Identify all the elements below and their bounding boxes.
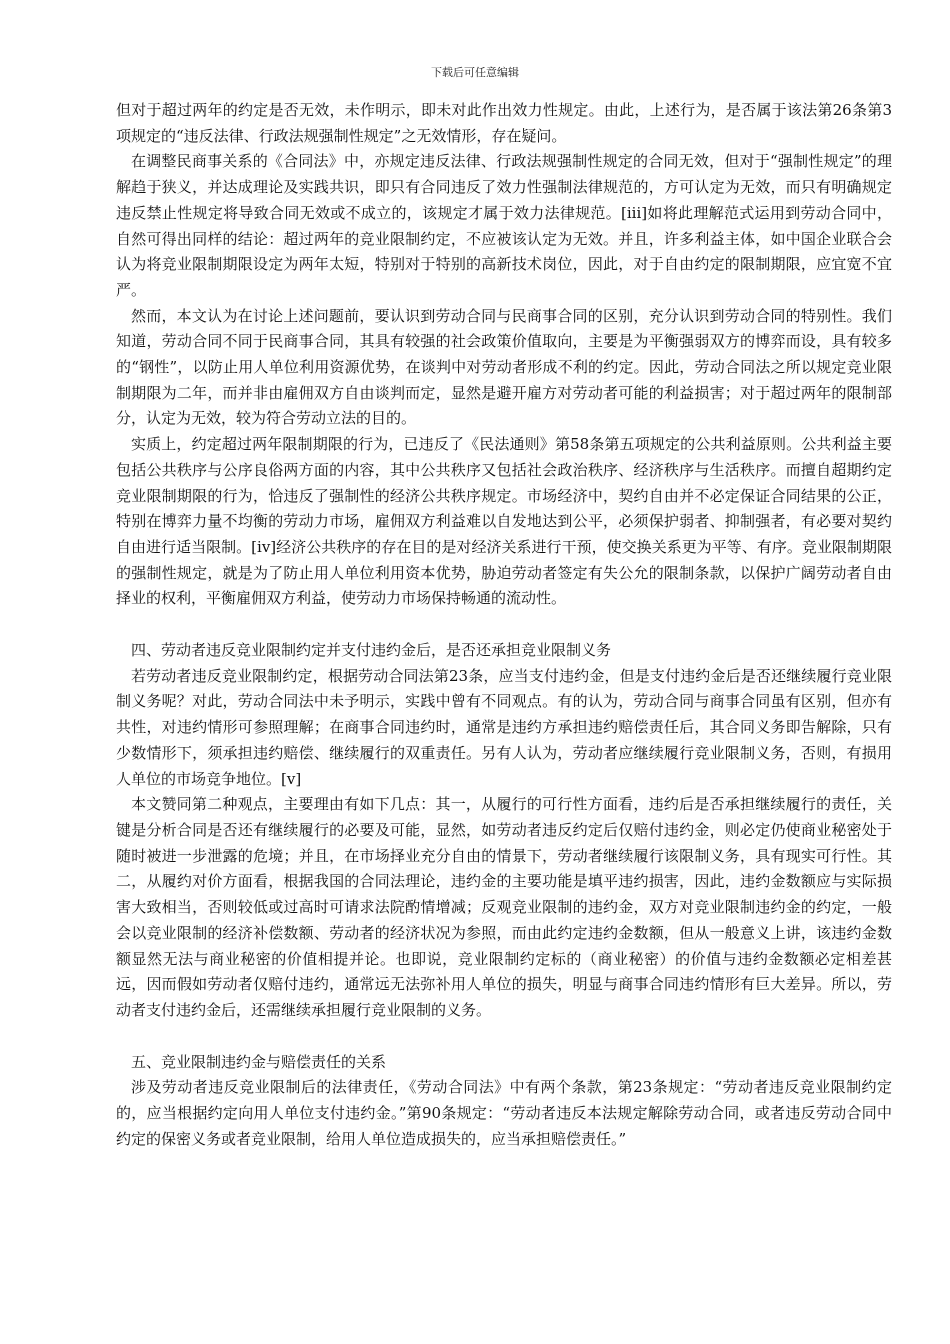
paragraph-6: 本文赞同第二种观点，主要理由有如下几点：其一，从履行的可行性方面看，违约后是否承担继续履行的责任，关键是分析合同是否还有继续履行的必要及可能，显然，如劳动者违反约定后仅赔付违约金，则必定仍使商业秘密处于随时被进一步泄露的危境；并且，在市场择业充分自由的情景下，劳动者继续履行该限制义务，具有现实可行性。其二，从履约对价方面看，根据我国的合同法理论，违约金的主要功能是填平违约损害，因此，违约金数额应与实际损害大致相当，否则较低或过高时可请求法院酌情增减；反观竞业限制的违约金，双方对竞业限制违约金的约定，一般会以竞业限制的经济补偿数额、劳动者的经济状况为参照，而由此约定违约金数额，但从一般意义上讲，该违约金数额显然无法与商业秘密的价值相提并论。也即说，竞业限制约定标的（商业秘密）的价值与违约金数额必定相差甚远，因而假如劳动者仅赔付违约，通常远无法弥补用人单位的损失，明显与商事合同违约情形有巨大差异。所以，劳动者支付违约金后，还需继续承担履行竞业限制的义务。 <box>116 795 892 1019</box>
paragraph-5: 若劳动者违反竞业限制约定，根据劳动合同法第23条，应当支付违约金，但是支付违约金后是否还继续履行竞业限制义务呢？对此，劳动合同法中未予明示，实践中曾有不同观点。有的认为，劳动合同与商事合同虽有区别，但亦有共性，对违约情形可参照理解；在商事合同违约时，通常是违约方承担违约赔偿责任后，其合同义务即告解除，只有少数情形下，须承担违约赔偿、继续履行的双重责任。另有人认为，劳动者应继续履行竞业限制义务，否则，有损用人单位的市场竞争地位。[v] <box>116 666 892 788</box>
section-heading-5: 五、竞业限制违约金与赔偿责任的关系 <box>131 1052 387 1071</box>
section-heading-4: 四、劳动者违反竞业限制约定并支付违约金后，是否还承担竞业限制义务 <box>131 641 612 660</box>
paragraph-1: 但对于超过两年的约定是否无效，未作明示，即未对此作出效力性规定。由此，上述行为，是否属于该法第26条第3项规定的“违反法律、行政法规强制性规定”之无效情形，存在疑问。 <box>116 101 892 145</box>
paragraph-2: 在调整民商事关系的《合同法》中，亦规定违反法律、行政法规强制性规定的合同无效，但对于“强制性规定”的理解趋于狭义，并达成理论及实践共识，即只有合同违反了效力性强制法律规范的，方可认定为无效，而只有明确规定违反禁止性规定将导致合同无效或不成立的，该规定才属于效力法律规范。[iii]如将此理解范式运用到劳动合同中，自然可得出同样的结论：超过两年的竞业限制约定，不应被该认定为无效。并且，许多利益主体，如中国企业联合会认为将竞业限制期限设定为两年太短，特别对于特别的高新技术岗位，因此，对于自由约定的限制期限，应宜宽不宜严。 <box>116 152 892 299</box>
paragraph-7: 涉及劳动者违反竞业限制后的法律责任，《劳动合同法》中有两个条款，第23条规定：“劳动者违反竞业限制约定的，应当根据约定向用人单位支付违约金。”第90条规定：“劳动者违反本法规定解除劳动合同，或者违反劳动合同中约定的保密义务或者竞业限制，给用人单位造成损失的，应当承担赔偿责任。” <box>116 1078 892 1148</box>
document-body <box>116 98 892 1152</box>
section-gap <box>116 612 892 638</box>
paragraph-4: 实质上，约定超过两年限制期限的行为，已违反了《民法通则》第58条第五项规定的公共利益原则。公共利益主要包括公共秩序与公序良俗两方面的内容，其中公共秩序又包括社会政治秩序、经济秩序与生活秩序。而擅自超期约定竞业限制期限的行为，恰违反了强制性的经济公共秩序规定。市场经济中，契约自由并不必定保证合同结果的公正，特别在博弈力量不均衡的劳动力市场，雇佣双方利益难以自发地达到公平，必须保护弱者、抑制强者，有必要对契约自由进行适当限制。[iv]经济公共秩序的存在目的是对经济关系进行干预，使交换关系更为平等、有序。竞业限制期限的强制性规定，就是为了防止用人单位利用资本优势，胁迫劳动者签定有失公允的限制条款，以保护广阔劳动者自由择业的权利，平衡雇佣双方利益，使劳动力市场保持畅通的流动性。 <box>116 435 892 608</box>
section-gap <box>116 1024 892 1050</box>
paragraph-3: 然而，本文认为在讨论上述问题前，要认识到劳动合同与民商事合同的区别，充分认识到劳动合同的特别性。我们知道，劳动合同不同于民商事合同，其具有较强的社会政策价值取向，主要是为平衡强弱双方的博弈而设，具有较多的“钢性”，以防止用人单位利用资源优势，在谈判中对劳动者形成不利的约定。因此，劳动合同法之所以规定竞业限制期限为二年，而并非由雇佣双方自由谈判而定，显然是避开雇方对劳动者可能的利益损害；对于超过两年的限制部分，认定为无效，较为符合劳动立法的目的。 <box>116 306 892 428</box>
page-header-note: 下载后可任意编辑 <box>431 66 519 79</box>
